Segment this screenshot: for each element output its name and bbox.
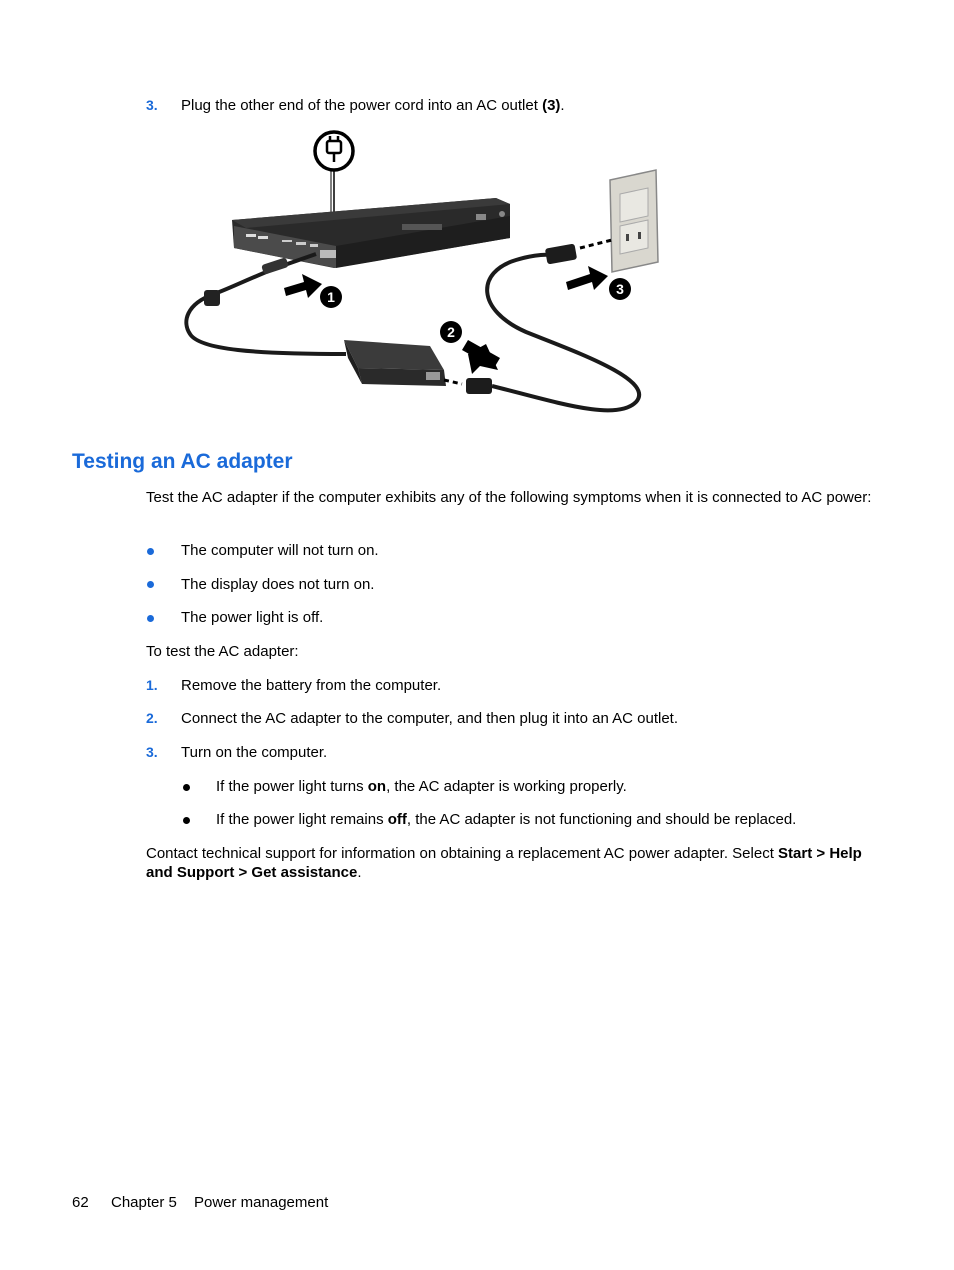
callout-3 <box>566 266 631 300</box>
ac-adapter-illustration <box>176 122 676 427</box>
bullet-icon <box>147 615 154 622</box>
section-title: Testing an AC adapter <box>72 450 293 473</box>
result-text-bold: off <box>387 811 407 828</box>
result-text-post: , the AC adapter is working properly. <box>386 778 627 795</box>
bullet-icon <box>183 784 190 791</box>
step-text <box>181 96 565 115</box>
step-number: 3. <box>146 744 158 760</box>
callout-1 <box>284 274 342 308</box>
bullet-icon <box>183 817 190 824</box>
result-item <box>216 777 627 796</box>
callout-3-label: 3 <box>616 281 624 297</box>
step-text: Turn on the computer. <box>181 744 328 761</box>
step-text-main: Plug the other end of the power cord into an AC outlet <box>181 97 543 114</box>
result-item <box>216 810 796 829</box>
callout-2-label: 2 <box>447 324 455 340</box>
bullet-icon <box>147 548 154 555</box>
ac-adapter-brick <box>344 340 446 386</box>
step-number: 2. <box>146 710 158 726</box>
step-text: Connect the AC adapter to the computer, and then plug it into an AC outlet. <box>181 710 678 727</box>
help-path: Start > Help and Support > Get assistance <box>146 845 862 881</box>
bullet-icon <box>147 581 154 588</box>
step-number: 1. <box>146 677 158 693</box>
footer-chapter: Chapter 5 <box>111 1194 177 1211</box>
step-text: Remove the battery from the computer. <box>181 677 442 694</box>
symptom-item: The computer will not turn on. <box>181 542 379 559</box>
contact-text: Contact technical support for information on obtaining a replacement AC power adapter. Select <box>146 845 779 862</box>
contact-paragraph <box>146 844 866 882</box>
result-text-pre: If the power light turns <box>216 778 368 795</box>
result-text-post: , the AC adapter is not functioning and should be replaced. <box>406 811 797 828</box>
section-intro: Test the AC adapter if the computer exhibits any of the following symptoms when it is connected to AC power: <box>146 489 872 506</box>
step-number: 3. <box>146 97 158 113</box>
procedure-lead: To test the AC adapter: <box>146 643 299 660</box>
contact-text-end: . <box>357 864 362 881</box>
wall-outlet <box>610 170 658 272</box>
laptop <box>232 198 510 268</box>
footer-title: Power management <box>194 1194 329 1211</box>
callout-1-label: 1 <box>327 289 335 305</box>
step-text-end: . <box>560 97 565 114</box>
symptom-item: The display does not turn on. <box>181 576 375 593</box>
step-text-bold: (3) <box>542 97 561 114</box>
result-text-bold: on <box>367 778 387 795</box>
callout-2 <box>440 321 500 374</box>
page-number: 62 <box>72 1194 89 1211</box>
result-text-pre: If the power light remains <box>216 811 388 828</box>
symptom-item: The power light is off. <box>181 609 324 626</box>
